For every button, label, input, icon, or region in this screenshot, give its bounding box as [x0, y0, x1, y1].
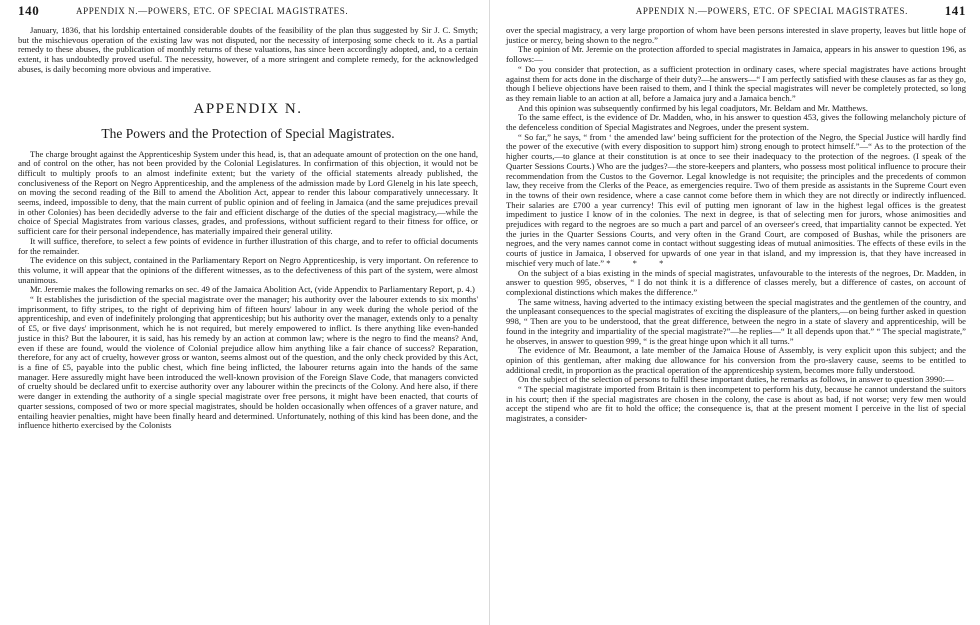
running-title-left: APPENDIX N.—POWERS, ETC. OF SPECIAL MAGISTRATES. — [76, 6, 349, 16]
appendix-title: APPENDIX N. — [193, 100, 303, 117]
right-paragraph-9: The evidence of Mr. Beaumont, a late member of the Jamaica House of Assembly, is very explicit upon this subject; and the opinion of this gentleman, after making due allowance for his conversion from the pro-slavery cause, seems to be entitled to additional credit, in proportion as the practical operation of the apprenticeship system, becomes more fully understood. — [506, 345, 966, 375]
right-paragraph-6 — [506, 133, 966, 269]
right-paragraph-1: over the special magistracy, a very large proportion of whom have been persons interested in slave property, leaves but little hope of justice or mercy, being shown to the negro.” — [506, 25, 966, 45]
running-title-right: APPENDIX N.—POWERS, ETC. OF SPECIAL MAGISTRATES. — [635, 6, 908, 16]
intro-paragraph: January, 1836, that his lordship entertained considerable doubts of the feasibility of the plan thus suggested by Sir J. C. Smyth; but the mischievous operation of the existing law was not disputed, nor the necessity of interposing some check to it. As a partial remedy to these abuses, the publication of monthly returns of these valuations, has since been accordingly adopted, and, to a certain extent, it has undoubtedly proved useful. The necessity, however, of a more stringent and complete remedy, for the acknowledged abuses, is daily becoming more obvious and imperative. — [18, 25, 478, 74]
right-paragraph-7: On the subject of a bias existing in the minds of special magistrates, unfavourable to the interests of the negroes, Dr. Madden, in answer to question 995, observes, “ I do not think it is a difference of classes merely, but a difference of castes, on account of complexional distinctions which makes the difference.” — [506, 267, 966, 297]
left-paragraph-2: It will suffice, therefore, to select a few points of evidence in further illustration of this charge, and to refer to official documents for the remainder. — [18, 235, 478, 256]
running-head-left — [18, 3, 478, 20]
ellipsis-stars: * * * — [606, 257, 674, 268]
right-paragraph-5: To the same effect, is the evidence of Dr. Madden, who, in his answer to question 453, gives the following melancholy picture of the defenceless condition of Special Magistrates and Negroes, under the present system. — [506, 112, 966, 133]
right-paragraph-8: The same witness, having adverted to the intimacy existing between the special magistrates and the gentlemen of the country, and the unpleasant consequences to the special magistrates of exciting the displeasure of the planters,—on being further asked in question 998, “ Then are you to be understood, that the great difference, between the negro in a state of slavery and apprenticeship, will be found in the integrity and impartiality of the special magistrate?”—he replies—“ It all depends upon that.” “ The special magistrate,” he observes, in answer to question 999, “ is the great hinge upon which it all turns.” — [506, 296, 966, 346]
left-paragraph-1: The charge brought against the Apprenticeship System under this head, is, that an adequate amount of protection on the one hand, and of control on the other, has not been provided by the Colonial Legislatures. In confirmation of this objection, it would not be difficult to multiply proofs to an almost indefinite extent; but the variety of the official statements already published, the conclusiveness of the Report on Negro Apprenticeship, and the ampleness of the admission made by Lord Glenelg in his late speech, on moving the second reading of the Bill to amend the Abolition Act, appear to render this labour comparatively unnecessary. It seems, indeed, impossible to deny, that the main current of public opinion and of feeling in Jamaica (and the same prejudices prevail in other Colonies) has been decidedly adverse to the fair and efficient discharge of the duties of the special magistracy,—while the choice of Special Magistrates from various classes, grades, and professions, without sufficient regard to their fitness for office, or sufficient care for their personal independence, has materially impaired their general utility. — [18, 148, 478, 237]
page-number-right: 141 — [944, 3, 966, 18]
right-paragraph-4: And this opinion was subsequently confirmed by his legal coadjutors, Mr. Beldam and Mr. Matthews. — [518, 102, 868, 113]
right-paragraph-11: “ The special magistrate imported from Britain is then incompetent to perform his duty, because he cannot understand the suitors in his court; then if the special magistrates are chosen in the colony, the case is about as bad, if not worse; very few men would accept the stipend who are fit to hold the office; the consequence is, that at the present moment I perceive in the list of special magistrates, a consider- — [506, 384, 966, 424]
right-paragraph-3: “ Do you consider that protection, as a sufficient protection in ordinary cases, where special magistrates have actions brought against them for acts done in the discharge of their duty?—he answers—“ I am perfectly satisfied with these clauses as far as they go, though I believe objections have been raised to them, and I think the special magistrates will never be completely protected, so long as they remain liable to an action at all, before a Jamaica jury and a Jamaica bench.” — [506, 63, 966, 103]
page-number-left: 140 — [18, 3, 40, 18]
right-paragraph-10: On the subject of the selection of persons to fulfil these important duties, he remarks as follows, in answer to question 3990:— — [518, 374, 954, 385]
running-head-right — [506, 3, 966, 20]
right-paragraph-2: The opinion of Mr. Jeremie on the protection afforded to special magistrates in Jamaica, appears in his answer to question 196, as follows:— — [506, 44, 966, 65]
madden-quote: “ So far,” he says, “ from ‘ the amended law’ being sufficient for the protection of the Negro, the Special Justice will hardly find the power of the executive (with every disposition to support him) strong enough to protect himself.”—“ As to the protection of the higher courts,—to glance at their constitution is at once to see their inadequacy to the protection of the negroes. (I speak of the Quarter Sessions Courts.) Who are the judges?—the store-keepers and planters, who possess most political influence to procure their recommendation from the Custos to the Governor. Legal knowledge is not requisite; the principles and the precedents of common law, they receive from the Clerks of the Peace, as emergencies require. Two of them preside as assistants in the Supreme Court even in the towns of their own residence, where a case cannot come before them in which they are not directly or indirectly influenced. Their salaries are £700 a year currency! This evil of putting men ignorant of law in the highest legal offices is the greatest impediment to justice I know of in the colonies. The next in degree, is that of selecting men for jurors, whose animosities and prejudices with regard to the negroes are so much a part and parcel of an overseer's creed, that impartiality cannot be expected. Yet the juries in the Quarter Sessions Courts, and very often in the Grand Court, are composed of Bushas, while the prisoners are negroes, and the very names cannot come in contact without suggesting ideas of mutual animosities. The effects of these evils in the courts of justice in Jamaica, I observed for upwards of one year in that island, and my impression is, that they have increased in mischief very much of late.” — [506, 131, 966, 268]
right-page — [490, 0, 980, 625]
left-quote-jeremie: “ It establishes the jurisdiction of the special magistrate over the manager; his authority over the labourer extends to six months' imprisonment, to fifty stripes, to the right of depriving him of fifteen hours' labour in any week during the whole period of the apprenticeship, and even of indefinitely prolonging that apprenticeship; but his authority over the manager, extends only to a penalty of £5, or five days' imprisonment, which he is not required, but merely empowered to inflict. Is there anything like even-handed justice in this? But the labourer, it is said, has his remedy by an action at common law; where is the negro to find the means? And, even if these are found, would the violence of Colonial prejudice allow him anything like a fair chance of success? Reparation, therefore, for any act of cruelty, however gross or wanton, seems almost out of the question, and the only check provided by this Act, is a fine of £5, payable into the public chest, which fine being inflicted, the labourer returns again into the hands of the same manager. Here assuredly might have been introduced the well-known provision of the Foreign Slave Code, that managers convicted of cruelty should be declared unfit to exercise authority over any labourer within the precincts of the Colony. And here also, if there were danger in extending the authority of a single special magistrate over free persons, it might have been enacted, that courts of quarter sessions, composed of two or more special magistrates, should be holden occasionally when offences of a graver nature, and entailing heavier penalties, might have been finally heard and determined. Unfortunately, nothing of this kind has been done, and the influence hitherto exercised by the Colonists — [18, 294, 478, 431]
appendix-subtitle: The Powers and the Protection of Special Magistrates. — [101, 125, 395, 141]
left-paragraph-3: The evidence on this subject, contained in the Parliamentary Report on Negro Apprenticeship, is very important. On reference to this volume, it will appear that the opinions of the different witnesses, as to the defectiveness of this part of the system, were almost unanimous. — [18, 255, 478, 285]
left-paragraph-4: Mr. Jeremie makes the following remarks on sec. 49 of the Jamaica Abolition Act, (vide Appendix to Parliamentary Report, p. 4.) — [30, 284, 475, 295]
